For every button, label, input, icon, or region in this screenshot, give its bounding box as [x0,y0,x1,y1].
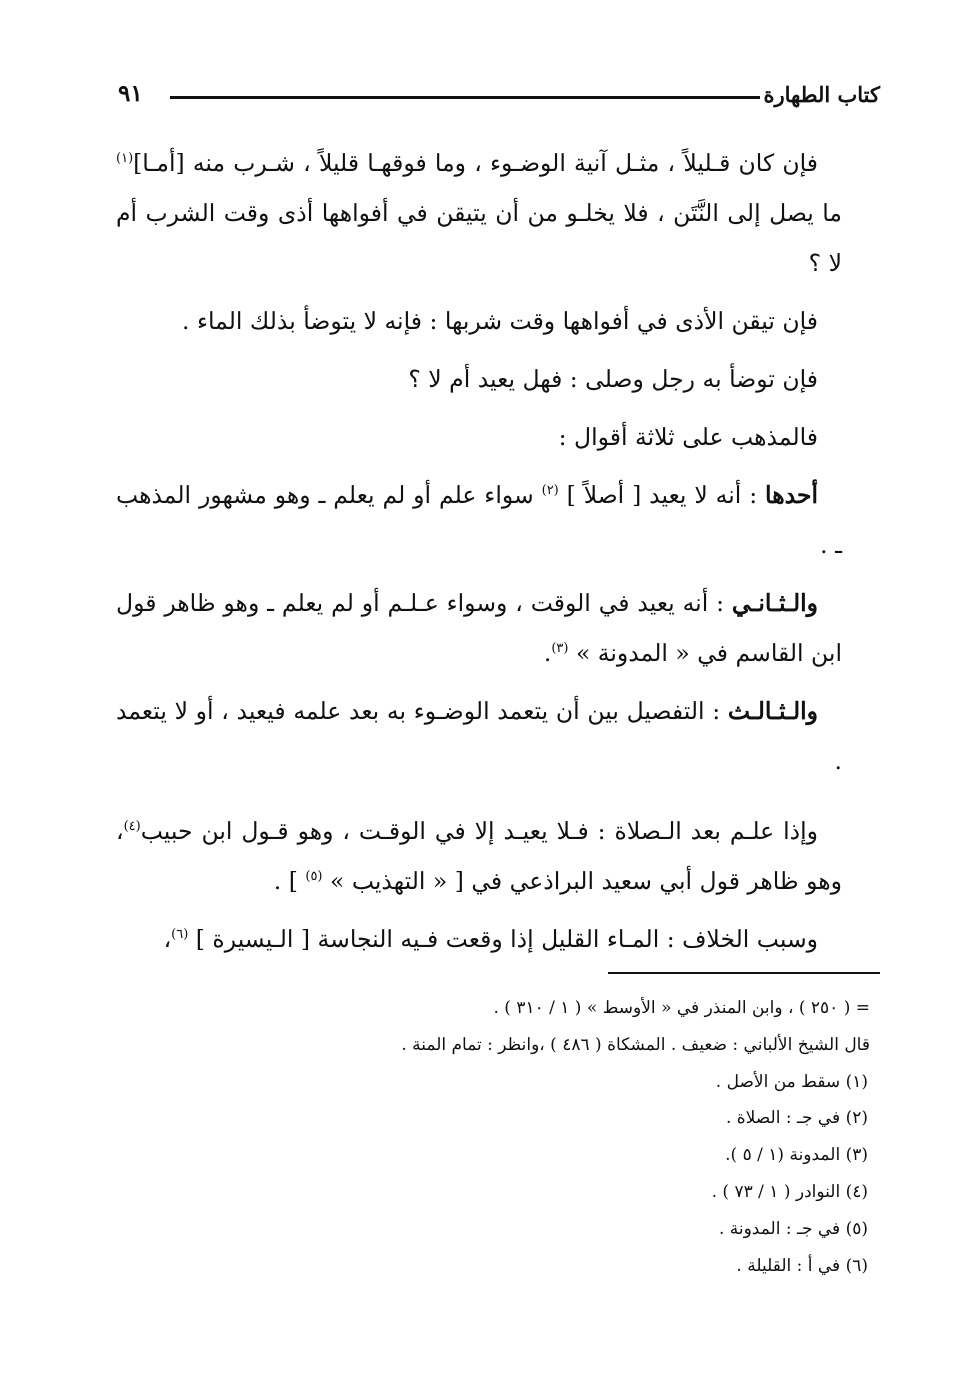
paragraph-text: ، وهو ظاهر قول أبي سعيد البراذعي في [ « التهذيب » [116,817,842,895]
paragraph-9 [116,914,842,964]
running-title: كتاب الطهارة [763,82,880,107]
footnote-6: (٦) في أ : القليلة . [736,1255,868,1276]
footnote-ref: (٣) [551,641,569,657]
footnote-5: (٥) في جـ : المدونة . [718,1218,868,1239]
footnotes [156,990,876,1284]
footnote-continuation: قال الشيخ الألباني : ضعيف . المشكاة ( ٤٨٦ ) ،وانظر : تمام المنة . [401,1034,870,1055]
paragraph-text: : أنه لا يعيد [ أصلاً ] [558,481,766,509]
page-header [118,82,880,112]
paragraph-7 [116,686,842,786]
footnote-1: (١) سقط من الأصل . [715,1071,868,1092]
footnote-ref: (٦) [171,927,189,943]
paragraph-8 [116,806,842,906]
page-number: ٩١ [118,80,143,107]
header-rule [170,96,760,99]
paragraph-5 [116,470,842,570]
paragraph-lead: والـثـالـث [727,697,818,725]
paragraph-text: ] . [273,867,306,895]
paragraph-2 [116,296,842,346]
main-text [116,138,842,964]
footnote-2: (٢) في جـ : الصلاة . [725,1108,868,1129]
footnote-4: (٤) النوادر ( ١ / ٧٣ ) . [711,1181,868,1202]
paragraph-text: : التفصيل بين أن يتعمد الوضـوء به بعد علمه فيعيد ، أو لا يتعمد . [116,697,842,775]
paragraph-text: ، [163,925,172,953]
paragraph-text: . [543,639,552,667]
footnote-ref: (٤) [123,819,141,835]
paragraph-text: فإن توضأ به رجل وصلى : فهل يعيد أم لا ؟ [408,365,818,393]
paragraph-lead: والـثـانـي [731,589,818,617]
paragraph-1 [116,138,842,288]
paragraph-text: ما يصل إلى النَّتَن ، فلا يخلـو من أن يتيقن في أفواهها أذى وقت الشرب أم لا ؟ [116,199,842,277]
paragraph-3 [116,354,842,404]
paragraph-text: : أنه يعيد في الوقت ، وسواء عـلـم أو لم يعلم ـ وهو ظاهر قول ابن القاسم في « المدونة » [116,589,842,667]
paragraph-text: فإن تيقن الأذى في أفواهها وقت شربها : فإنه لا يتوضأ بذلك الماء . [182,307,818,335]
footnote-separator [608,972,880,974]
paragraph-6 [116,578,842,678]
footnote-ref: (٢) [541,483,559,499]
paragraph-4 [116,412,842,462]
paragraph-text: وسبب الخلاف : المـاء القليل إذا وقعت فـيه النجاسة [ الـيسيرة ] [188,925,818,953]
footnote-ref: (٥) [305,869,323,885]
paragraph-text: فالمذهب على ثلاثة أقوال : [558,423,818,451]
paragraph-text: فإن كان قـليلاً ، مثـل آنية الوضـوء ، وما فوقهـا قليلاً ، شـرب منه [أمـا] [133,149,818,177]
paragraph-lead: أحدها [765,481,818,509]
footnote-3: (٣) المدونة (١ / ٥ ). [725,1145,868,1166]
footnote-ref: (١) [116,151,134,167]
footnote-continuation: = ( ٢٥٠ ) ، وابن المنذر في « الأوسط » ( ١ / ٣١٠ ) . [493,998,870,1018]
paragraph-text: وإذا علـم بعد الـصلاة : فـلا يعيـد إلا في الوقـت ، وهو قـول ابن حبيب [140,817,818,845]
paragraph-text: سواء علم أو لم يعلم ـ وهو مشهور المذهب ـ . [116,481,842,559]
